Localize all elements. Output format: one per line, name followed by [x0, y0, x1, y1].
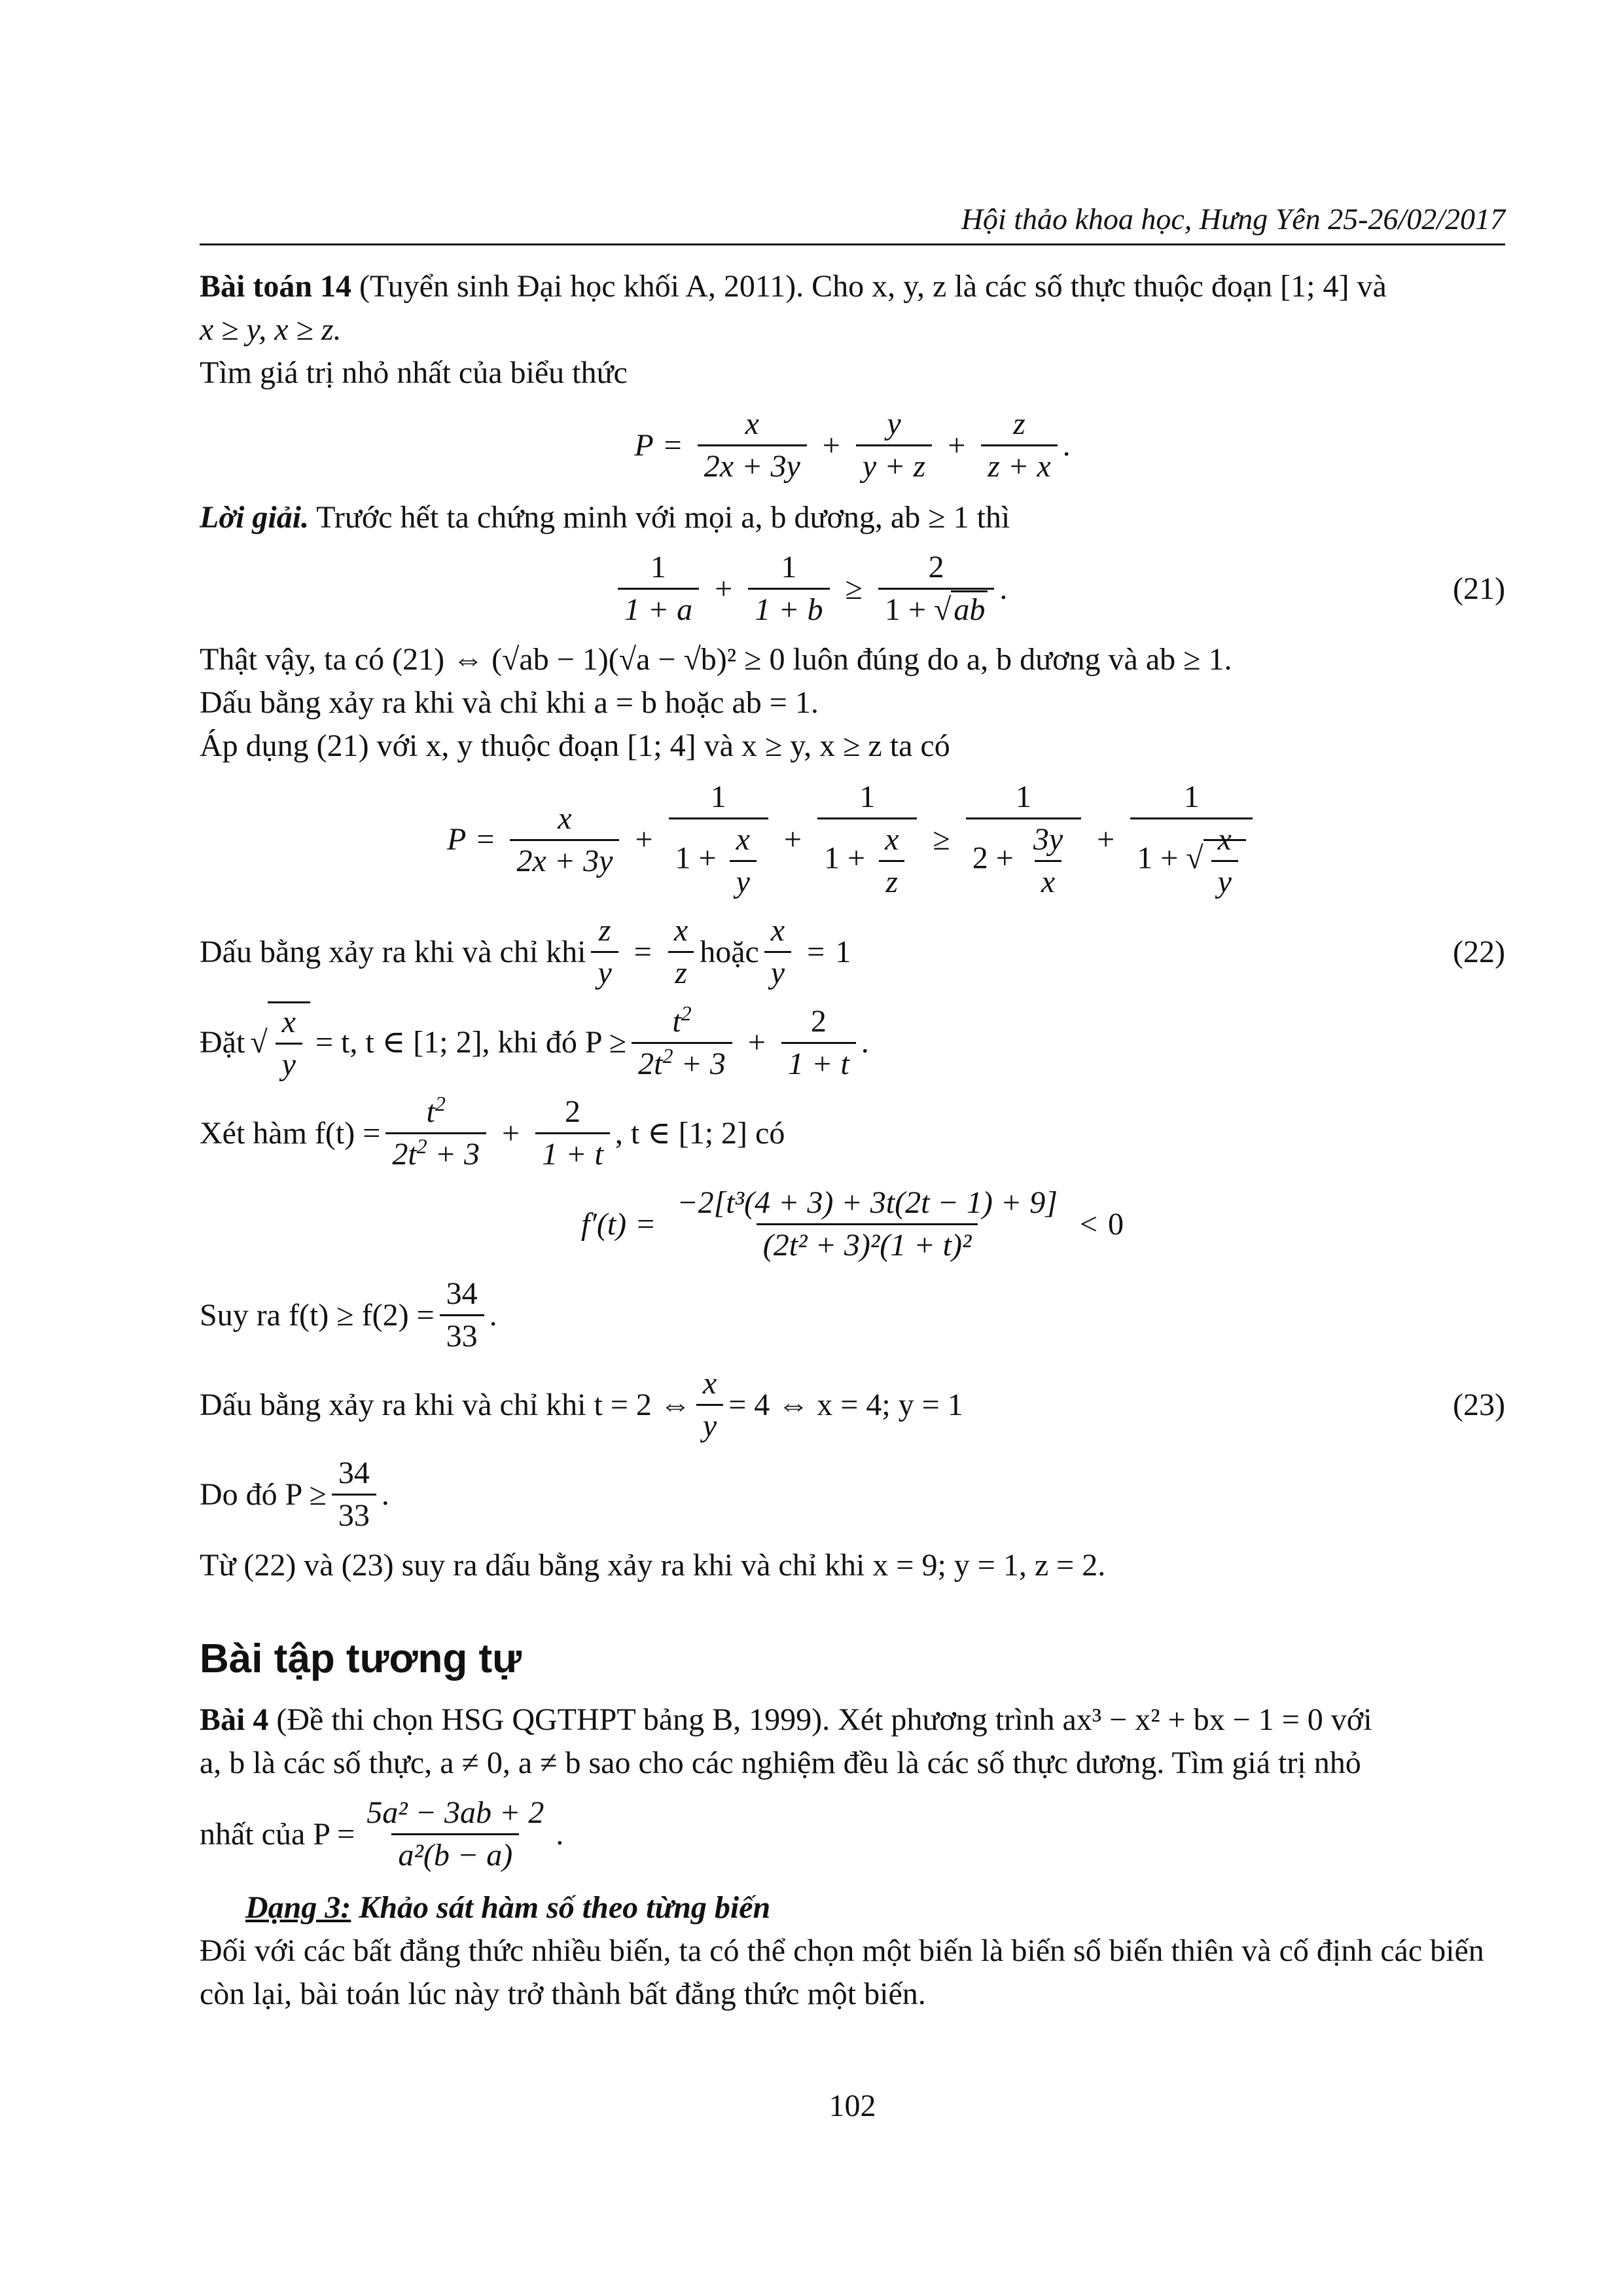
problem-14-label: Bài toán 14: [200, 269, 352, 304]
dang-3-heading: [245, 1886, 1505, 1929]
page-number: 102: [829, 2089, 876, 2123]
problem-14-source: (Tuyển sinh Đại học khối A, 2011).: [359, 269, 804, 304]
solution-conclusion: Từ (22) và (23) suy ra dấu bằng xảy ra khi và chỉ khi x = 9; y = 1, z = 2.: [200, 1548, 1106, 1583]
exercise-4-P-line: nhất của P = $\frac{\text{5a² − 3ab + 2}}{\text{a²(b − a)}}$ .: [200, 1794, 1505, 1874]
problem-14-statement-2: x ≥ y, x ≥ z.: [200, 312, 342, 347]
equation-derivative: f′(t) = $\frac{\text{−2[t³(4 + 3) + 3t(2t − 1) + 9]}}{\text{(2t² + 3)²(1 + t)²}}$ < 0: [200, 1184, 1505, 1265]
equation-P-definition: P = $\frac{x}{2x + 3y}$ + $\frac{y}{y + z}$ + $\frac{z}{z + x}$ .: [200, 405, 1505, 486]
exercise-4-label: Bài 4: [200, 1702, 269, 1737]
exercise-4-text-3: nhất của P =: [200, 1816, 355, 1852]
equality-2-prefix: Dấu bằng xảy ra khi và chỉ khi: [200, 934, 586, 969]
equation-P-bound: P = $\frac{x}{2x + 3y}$ + 1 1 + $\frac{x}{y}$ + 1 1 + $\frac{x}{z}$ ≥ 1 2 + $\frac{3y}{x}$ + 1 1 + √ $\frac{x}{y}$: [200, 778, 1505, 901]
page-content: [200, 265, 1505, 2016]
running-header: Hội thảo khoa học, Hưng Yên 25-26/02/2017: [961, 202, 1505, 236]
exercise-4-text-2: a, b là các số thực, a ≠ 0, a ≠ b sao cho các nghiệm đều là các số thực dương. Tìm giá trị nhỏ: [200, 1746, 1361, 1780]
tag-22: (22): [1453, 934, 1505, 969]
equality-3-prefix: Dấu bằng xảy ra khi và chỉ khi t = 2 ⇔: [200, 1387, 691, 1422]
exercise-4-numerator: 5a² − 3ab + 2: [366, 1795, 544, 1830]
solution-label: Lời giải.: [200, 500, 310, 535]
exercise-4-source: (Đề thi chọn HSG QGTHPT bảng B, 1999).: [276, 1702, 830, 1737]
section-title: Bài tập tương tự: [200, 1636, 522, 1681]
header-rule: [200, 243, 1505, 245]
exercise-4-statement: [200, 1698, 1505, 1785]
dang-3-title: Khảo sát hàm số theo từng biến: [359, 1890, 771, 1925]
set-prefix: Đặt: [200, 1025, 245, 1060]
equality-3-suffix: = 4 ⇔ x = 4; y = 1: [728, 1387, 963, 1422]
do-do-line: Do đó P ≥ $\frac{34}{33}$ .: [200, 1454, 1505, 1535]
exercise-4-text-1: Xét phương trình ax³ − x² + bx − 1 = 0 với: [838, 1702, 1372, 1737]
problem-14-statement: [200, 265, 1505, 395]
exercise-4-denominator: a²(b − a): [391, 1833, 519, 1874]
solution-equality-1: Dấu bằng xảy ra khi và chỉ khi a = b hoặc ab = 1.: [200, 685, 819, 720]
equation-21: $\frac{1}{1 + a}$ + $\frac{1}{1 + b}$ ≥ $\frac{2}{1 + √ab}$ . (21): [200, 548, 1505, 629]
problem-14-statement-1: Cho x, y, z là các số thực thuộc đoạn [1; 4] và: [812, 269, 1387, 304]
solution-apply: Áp dụng (21) với x, y thuộc đoạn [1; 4] và x ≥ y, x ≥ z ta có: [200, 728, 950, 763]
func-suffix: , t ∈ [1; 2] có: [615, 1115, 785, 1151]
tag-21: (21): [1453, 571, 1505, 606]
or-word: hoặc: [700, 934, 759, 969]
dang-3-label: Dạng 3:: [245, 1890, 351, 1925]
equation-23-line: Dấu bằng xảy ra khi và chỉ khi t = 2 ⇔ $\frac{x}{y}$ = 4 ⇔ x = 4; y = 1 (23): [200, 1365, 1505, 1445]
substitution-line: Đặt √ $\frac{x}{y}$ = t, t ∈ [1; 2], khi đó P ≥ $\frac{t^2}{2t^2 + 3}$ + $\frac{2}{1 + t}$ .: [200, 1001, 1505, 1084]
solution-proof: Thật vậy, ta có (21) ⇔ (√ab − 1)(√a − √b)² ≥ 0 luôn đúng do a, b dương và ab ≥ 1.: [200, 642, 1232, 677]
function-definition-line: Xét hàm f(t) = $\frac{t^2}{2t^2 + 3}$ + $\frac{2}{1 + t}$ , t ∈ [1; 2] có: [200, 1093, 1505, 1174]
problem-14-task: Tìm giá trị nhỏ nhất của biểu thức: [200, 355, 628, 390]
suy-ra-text: Suy ra f(t) ≥ f(2) =: [200, 1297, 435, 1333]
tag-23: (23): [1453, 1387, 1505, 1422]
suy-ra-line: Suy ra f(t) ≥ f(2) = $\frac{34}{33}$ .: [200, 1275, 1505, 1355]
solution-intro-text: Trước hết ta chứng minh với mọi a, b dương, ab ≥ 1 thì: [316, 500, 1010, 535]
set-mid: = t, t ∈ [1; 2], khi đó P ≥: [315, 1025, 627, 1060]
derivative-denominator: (2t² + 3)²(1 + t)²: [757, 1223, 978, 1265]
equation-22-line: Dấu bằng xảy ra khi và chỉ khi $\frac{z}{y}$ = $\frac{x}{z}$ hoặc $\frac{x}{y}$ = 1 (22): [200, 912, 1505, 992]
do-do-text: Do đó P ≥: [200, 1477, 327, 1512]
func-prefix: Xét hàm f(t) =: [200, 1115, 381, 1151]
dang-3-body: Đối với các bất đẳng thức nhiều biến, ta có thể chọn một biến là biến số biến thiên và cố định các biến còn lại, bài toán lúc này trở thành bất đẳng thức một biến.: [200, 1933, 1484, 2011]
solution-intro: [200, 496, 1505, 539]
derivative-numerator: −2[t³(4 + 3) + 3t(2t − 1) + 9]: [677, 1185, 1058, 1220]
